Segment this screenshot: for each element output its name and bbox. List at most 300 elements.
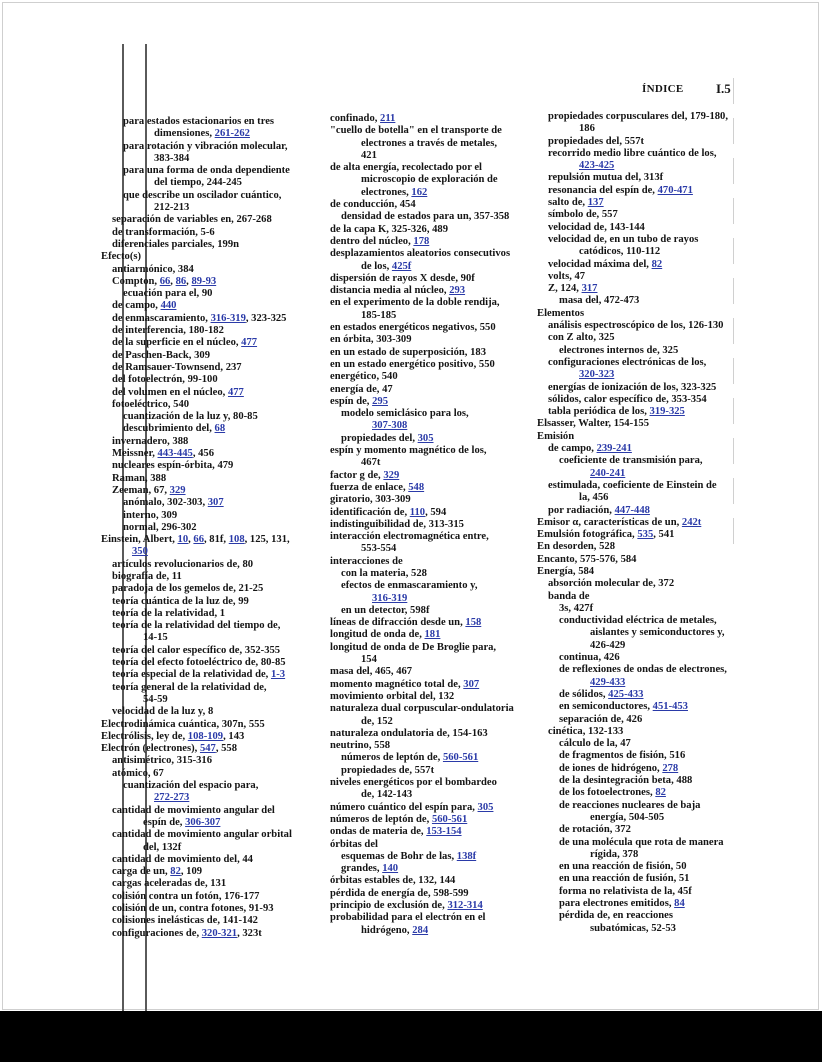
index-text: identificación de, xyxy=(330,506,410,518)
page-reference-link[interactable]: 305 xyxy=(417,432,434,444)
page-reference-link[interactable]: 108 xyxy=(228,534,245,546)
index-text: en una reacción de fusión, 51 xyxy=(559,873,690,885)
index-text: en órbita, 303-309 xyxy=(330,334,412,346)
index-subentry xyxy=(101,510,292,522)
page-reference-link[interactable]: 86 xyxy=(175,275,187,287)
page-reference-link[interactable]: 239-241 xyxy=(596,443,632,455)
index-subentry xyxy=(537,480,728,492)
index-text: absorción molecular de, 372 xyxy=(548,578,675,590)
page-reference-link[interactable]: 284 xyxy=(412,924,429,936)
page-reference-link[interactable]: 138f xyxy=(456,850,477,862)
index-text: de sólidos, xyxy=(559,688,609,700)
index-text: de reflexiones de ondas de electrones, xyxy=(559,664,727,676)
index-text: Encanto, 575-576, 584 xyxy=(537,553,637,565)
index-text: cargas aceleradas de, 131 xyxy=(112,878,227,890)
page-reference-link[interactable]: 307 xyxy=(207,497,224,509)
index-subentry xyxy=(537,689,728,701)
index-subentry xyxy=(101,276,292,288)
index-text: dimensiones, xyxy=(154,128,215,140)
index-subentry xyxy=(537,259,728,271)
page-reference-link[interactable]: 429-433 xyxy=(590,676,626,688)
page-reference-link[interactable]: 447-448 xyxy=(614,504,650,516)
index-text: 186 xyxy=(579,123,595,135)
page-reference-link[interactable]: 68 xyxy=(214,423,226,435)
index-text: Meissner, xyxy=(112,448,158,460)
index-text: repulsión mutua del, 313f xyxy=(548,172,664,184)
index-text: recorrido medio libre cuántico de los, xyxy=(548,147,717,159)
page-reference-link[interactable]: 547 xyxy=(199,743,216,755)
page-reference-link[interactable]: 440 xyxy=(160,300,177,312)
index-text: de los fotoelectrones, xyxy=(559,787,656,799)
page-number: I.5 xyxy=(716,81,731,96)
index-entry xyxy=(101,719,292,731)
index-text: de la capa K, 325-326, 489 xyxy=(330,223,449,235)
index-subentry xyxy=(319,863,514,875)
page-reference-link[interactable]: 181 xyxy=(424,629,441,641)
page-reference-link[interactable]: 82 xyxy=(655,787,666,799)
index-subentry xyxy=(101,325,292,337)
index-text: naturaleza dual corpuscular-ondulatoria xyxy=(330,703,514,715)
page-reference-link[interactable]: 307-308 xyxy=(372,420,408,432)
index-subentry xyxy=(101,608,292,620)
index-text: de alta energía, recolectado por el xyxy=(330,162,483,174)
page-reference-link[interactable]: 320-321 xyxy=(201,927,238,939)
index-text: teoría de la relatividad, 1 xyxy=(112,607,226,619)
index-subentry xyxy=(537,505,728,517)
index-text: colisiones inelásticas de, 141-142 xyxy=(112,915,258,927)
index-text: de una molécula que rota de manera xyxy=(559,836,724,848)
index-entry xyxy=(537,529,728,541)
index-subentry xyxy=(101,350,292,362)
index-subentry xyxy=(101,878,292,890)
index-text: teoría de la relatividad del tiempo de, xyxy=(112,620,281,632)
index-text: neutrino, 558 xyxy=(330,740,391,752)
index-text: propiedades del, 557t xyxy=(548,135,645,147)
page-reference-link[interactable]: 425f xyxy=(391,260,412,272)
index-column-middle xyxy=(319,113,514,937)
index-subentry xyxy=(319,211,514,223)
index-subentry xyxy=(319,765,514,777)
index-entry-continuation xyxy=(319,789,514,801)
index-text: masa del, 472-473 xyxy=(559,295,640,307)
index-subentry xyxy=(319,285,514,297)
index-text: separación de, 426 xyxy=(559,713,643,725)
index-text: con Z alto, 325 xyxy=(548,332,615,344)
index-subentry xyxy=(319,248,514,260)
index-subentry xyxy=(101,915,292,927)
page-reference-link[interactable]: 425-433 xyxy=(608,688,644,700)
index-subentry xyxy=(537,787,728,799)
page-reference-link[interactable]: 295 xyxy=(372,395,388,407)
index-subentry xyxy=(101,669,292,681)
index-subentry xyxy=(319,199,514,211)
index-text: de rotación, 372 xyxy=(559,824,631,836)
index-text: del, 132f xyxy=(143,841,182,853)
index-entry-continuation xyxy=(101,128,292,140)
page-reference-link[interactable]: 477 xyxy=(241,337,258,349)
page-reference-link[interactable]: 477 xyxy=(227,386,244,398)
index-text: líneas de difracción desde un, xyxy=(330,617,466,629)
index-text: órbitas del xyxy=(330,838,378,850)
index-text: Emisión xyxy=(537,430,575,442)
page-reference-link[interactable]: 89-93 xyxy=(191,275,217,287)
index-entry-continuation xyxy=(319,174,514,186)
index-subentry xyxy=(537,455,728,467)
index-subentry xyxy=(101,928,292,940)
page-reference-link[interactable]: 306-307 xyxy=(185,816,221,828)
index-text: espín de, xyxy=(143,816,186,828)
index-text: energía, 504-505 xyxy=(590,811,665,823)
page-reference-link[interactable]: 329 xyxy=(169,484,186,496)
index-subentry xyxy=(537,148,728,160)
index-subentry xyxy=(319,912,514,924)
index-entry-continuation xyxy=(537,369,728,381)
page-reference-link[interactable]: 560-561 xyxy=(431,813,468,825)
index-text: subatómicas, 52-53 xyxy=(590,922,676,934)
index-text: , 323t xyxy=(237,927,262,939)
index-subentry xyxy=(101,387,292,399)
index-text: modelo semiclásico para los, xyxy=(341,408,469,420)
index-text: catódicos, 110-112 xyxy=(579,246,661,258)
index-text: 14-15 xyxy=(143,632,168,644)
index-text: que describe un oscilador cuántico, xyxy=(123,189,282,201)
index-text: cuantización del espacio para, xyxy=(123,780,259,792)
index-subentry xyxy=(319,297,514,309)
index-text: teoría cuántica de la luz de, 99 xyxy=(112,595,249,607)
index-text: en el experimento de la doble rendija, xyxy=(330,297,500,309)
index-text: interno, 309 xyxy=(123,509,178,521)
index-entry-continuation xyxy=(537,812,728,824)
index-text: efectos de enmascaramiento y, xyxy=(341,580,478,592)
index-subentry xyxy=(101,227,292,239)
index-text: , xyxy=(186,275,192,287)
index-text: interacciones de xyxy=(330,555,403,567)
index-subentry xyxy=(101,460,292,472)
index-subentry xyxy=(537,652,728,664)
index-text: diferenciales parciales, 199n xyxy=(112,238,240,250)
page-reference-link[interactable]: 240-241 xyxy=(590,467,626,479)
page-reference-link[interactable]: 178 xyxy=(413,235,430,247)
index-subentry xyxy=(537,701,728,713)
index-entry-continuation xyxy=(319,543,514,555)
page-reference-link[interactable]: 242t xyxy=(681,516,702,528)
index-text: Emisor α, características de un, xyxy=(537,516,682,528)
index-subentry xyxy=(101,682,292,694)
index-text: , 456 xyxy=(192,448,215,460)
index-entry-continuation xyxy=(537,160,728,172)
index-entry-continuation xyxy=(101,177,292,189)
index-text: para electrones emitidos, xyxy=(559,898,675,909)
index-text: velocidad de la luz y, 8 xyxy=(112,706,214,718)
index-text: confinado, xyxy=(330,113,381,124)
page-reference-link[interactable]: 316-319 xyxy=(372,592,408,604)
index-text: 467t xyxy=(361,457,381,469)
index-entry xyxy=(101,251,292,263)
page-reference-link[interactable]: 140 xyxy=(382,863,399,875)
index-subentry xyxy=(101,337,292,349)
index-subentry xyxy=(319,888,514,900)
index-text: estimulada, coeficiente de Einstein de xyxy=(548,479,717,491)
index-subentry xyxy=(537,320,728,332)
index-text: conductividad eléctrica de metales, xyxy=(559,615,717,627)
index-subentry xyxy=(537,332,728,344)
page-reference-link[interactable]: 548 xyxy=(408,481,425,493)
page-reference-link[interactable]: 108-109 xyxy=(187,730,224,742)
index-subentry xyxy=(319,470,514,482)
index-text: indistinguibilidad de, 313-315 xyxy=(330,518,464,530)
index-text: movimiento orbital del, 132 xyxy=(330,690,455,702)
index-text: cinética, 132-133 xyxy=(548,725,624,737)
index-subentry xyxy=(537,591,728,603)
page-reference-link[interactable]: 66 xyxy=(193,534,204,546)
page-reference-link[interactable]: 560-561 xyxy=(442,752,479,764)
page-reference-link[interactable]: 158 xyxy=(465,617,482,629)
page-reference-link[interactable]: 350 xyxy=(132,546,148,558)
page-reference-link[interactable]: 278 xyxy=(662,762,679,774)
index-text: 185-185 xyxy=(361,309,397,321)
index-subentry xyxy=(101,706,292,718)
index-text: colisión de un, contra fotones, 91-93 xyxy=(112,903,274,914)
index-text: masa del, 465, 467 xyxy=(330,666,413,678)
page-reference-link[interactable]: 272-273 xyxy=(154,792,190,804)
index-text: coeficiente de transmisión para, xyxy=(559,455,703,467)
index-subentry xyxy=(537,615,728,627)
index-text: 54-59 xyxy=(143,693,168,705)
index-text: cuantización de la luz y, 80-85 xyxy=(123,411,258,423)
page-reference-link[interactable]: 1-3 xyxy=(270,669,286,681)
index-text: densidad de estados para un, 357-358 xyxy=(341,211,510,223)
index-text: Compton, xyxy=(112,275,160,287)
page-reference-link[interactable]: 137 xyxy=(587,197,604,209)
index-subentry xyxy=(319,629,514,641)
index-subentry xyxy=(537,603,728,615)
index-text: artículos revolucionarios de, 80 xyxy=(112,558,254,570)
index-subentry xyxy=(319,568,514,580)
index-column-right xyxy=(537,111,728,935)
page-reference-link[interactable]: 329 xyxy=(383,469,400,481)
index-text: de la desintegración beta, 488 xyxy=(559,775,693,787)
index-entry xyxy=(537,418,728,430)
index-subentry xyxy=(537,824,728,836)
index-subentry xyxy=(101,300,292,312)
index-subentry xyxy=(101,288,292,300)
index-text: velocidad máxima del, xyxy=(548,258,652,270)
page-reference-link[interactable]: 82 xyxy=(651,258,663,270)
index-subentry xyxy=(537,136,728,148)
index-subentry xyxy=(537,898,728,910)
index-entry-continuation xyxy=(101,546,292,558)
index-entry xyxy=(537,308,728,320)
index-subentry xyxy=(319,482,514,494)
page-reference-link[interactable]: 10 xyxy=(177,534,189,546)
index-text: con la materia, 528 xyxy=(341,567,427,579)
index-text: grandes, xyxy=(341,863,383,875)
index-text: momento magnético total de, xyxy=(330,678,464,690)
index-subentry xyxy=(537,197,728,209)
index-text: antisimétrico, 315-316 xyxy=(112,755,213,767)
index-subentry xyxy=(319,752,514,764)
index-text: , xyxy=(170,275,176,287)
index-subentry xyxy=(319,347,514,359)
index-text: de interferencia, 180-182 xyxy=(112,325,224,337)
index-subentry xyxy=(101,190,292,202)
index-subentry xyxy=(537,714,728,726)
index-text: microscopio de exploración de xyxy=(361,174,498,186)
index-text: de Paschen-Back, 309 xyxy=(112,349,210,361)
index-subentry xyxy=(319,224,514,236)
index-text: teoría especial de la relatividad de, xyxy=(112,669,271,681)
index-subentry xyxy=(537,172,728,184)
index-text: propiedades del, xyxy=(341,432,418,444)
index-entry xyxy=(537,517,728,529)
page-reference-link[interactable]: 211 xyxy=(380,113,396,124)
page-reference-link[interactable]: 66 xyxy=(159,275,171,287)
index-subentry xyxy=(319,322,514,334)
index-subentry xyxy=(101,448,292,460)
index-subentry xyxy=(319,433,514,445)
page-reference-link[interactable]: 443-445 xyxy=(157,448,193,460)
index-text: órbitas estables de, 132, 144 xyxy=(330,875,456,887)
index-subentry xyxy=(101,805,292,817)
index-subentry xyxy=(319,236,514,248)
index-text: electrones internos de, 325 xyxy=(559,344,679,356)
index-entry-continuation xyxy=(537,123,728,135)
index-text: forma no relativista de la, 45f xyxy=(559,885,692,897)
index-text: normal, 296-302 xyxy=(123,521,197,533)
index-entry-continuation xyxy=(319,150,514,162)
page-reference-link[interactable]: 307 xyxy=(463,678,480,690)
index-subentry xyxy=(319,113,514,125)
index-text: en un estado energético positivo, 550 xyxy=(330,358,495,370)
index-subentry xyxy=(537,345,728,357)
index-text: de campo, xyxy=(548,443,597,455)
index-entry xyxy=(101,534,292,546)
index-text: ondas de materia de, xyxy=(330,826,427,838)
page-reference-link[interactable]: 535 xyxy=(637,529,654,541)
index-text: invernadero, 388 xyxy=(112,435,189,447)
index-subentry xyxy=(319,826,514,838)
index-text: desplazamientos aleatorios consecutivos xyxy=(330,248,511,260)
index-subentry xyxy=(319,408,514,420)
index-text: salto de, xyxy=(548,197,588,209)
page-reference-link[interactable]: 316-319 xyxy=(210,312,246,324)
index-text: del volumen en el núcleo, xyxy=(112,386,228,398)
index-text: 553-554 xyxy=(361,543,397,555)
page-reference-link[interactable]: 84 xyxy=(674,898,685,909)
index-text: teoría del calor específico de, 352-355 xyxy=(112,644,281,656)
index-text: , 81f, xyxy=(204,534,229,546)
index-subentry xyxy=(319,679,514,691)
index-subentry xyxy=(537,664,728,676)
index-text: niveles energéticos por el bombardeo xyxy=(330,777,497,789)
page-reference-link[interactable]: 305 xyxy=(477,801,494,813)
index-text: separación de variables en, 267-268 xyxy=(112,214,272,226)
index-text: energético, 540 xyxy=(330,371,398,383)
index-entry-continuation xyxy=(319,457,514,469)
page-reference-link[interactable]: 162 xyxy=(411,186,428,198)
index-text: energía de, 47 xyxy=(330,383,393,395)
index-text: velocidad de, 143-144 xyxy=(548,221,645,233)
page-reference-link[interactable]: 110 xyxy=(409,506,426,518)
index-entry-continuation xyxy=(537,246,728,258)
index-text: biografía de, 11 xyxy=(112,570,182,582)
index-text: 421 xyxy=(361,149,377,161)
index-text: banda de xyxy=(548,590,590,602)
page-reference-link[interactable]: 451-453 xyxy=(652,701,688,713)
page-reference-link[interactable]: 312-314 xyxy=(447,900,483,911)
page-reference-link[interactable]: 470-471 xyxy=(657,184,693,196)
index-text: teoría general de la relatividad de, xyxy=(112,681,267,693)
index-text: volts, 47 xyxy=(548,270,586,282)
index-subentry xyxy=(101,829,292,841)
index-subentry xyxy=(101,559,292,571)
index-text: símbolo de, 557 xyxy=(548,209,618,221)
index-subentry xyxy=(319,802,514,814)
index-subentry xyxy=(101,264,292,276)
index-entry-continuation xyxy=(101,792,292,804)
index-text: de la superficie en el núcleo, xyxy=(112,337,242,349)
index-subentry xyxy=(319,125,514,137)
index-entry-continuation xyxy=(101,202,292,214)
index-subentry xyxy=(101,313,292,325)
index-subentry xyxy=(537,443,728,455)
page-reference-link[interactable]: 293 xyxy=(449,285,466,297)
index-subentry xyxy=(537,234,728,246)
index-text: dentro del núcleo, xyxy=(330,235,414,247)
index-text: Z, 124, xyxy=(548,283,582,295)
index-entry-continuation xyxy=(319,716,514,728)
index-text: principio de exclusión de, xyxy=(330,900,448,911)
index-subentry xyxy=(319,605,514,617)
page-reference-link[interactable]: 82 xyxy=(170,866,181,878)
index-text: giratorio, 303-309 xyxy=(330,494,411,506)
index-subentry xyxy=(101,522,292,534)
page-reference-link[interactable]: 319-325 xyxy=(649,406,685,418)
index-text: 212-213 xyxy=(154,202,190,214)
index-entry-continuation xyxy=(319,654,514,666)
page-reference-link[interactable]: 317 xyxy=(581,283,598,295)
index-subentry xyxy=(319,519,514,531)
page-reference-link[interactable]: 320-323 xyxy=(579,369,615,381)
index-entry-continuation xyxy=(537,640,728,652)
index-text: 383-384 xyxy=(154,152,190,164)
index-subentry xyxy=(537,886,728,898)
index-subentry xyxy=(319,445,514,457)
index-text: de enmascaramiento, xyxy=(112,312,211,324)
index-text: espín y momento magnético de los, xyxy=(330,445,487,457)
index-subentry xyxy=(537,394,728,406)
index-subentry xyxy=(319,691,514,703)
index-entry-continuation xyxy=(319,925,514,937)
index-text: naturaleza ondulatoria de, 154-163 xyxy=(330,727,488,739)
index-subentry xyxy=(537,726,728,738)
index-entry xyxy=(537,541,728,553)
index-text: Efecto(s) xyxy=(101,251,142,263)
index-text: del fotoelectrón, 99-100 xyxy=(112,374,218,386)
index-subentry xyxy=(537,357,728,369)
index-text: pérdida de energía de, 598-599 xyxy=(330,887,469,899)
index-subentry xyxy=(319,666,514,678)
index-text: Energía, 584 xyxy=(537,565,595,577)
index-text: carga de un, xyxy=(112,866,171,878)
index-entry-continuation xyxy=(537,677,728,689)
index-text: de iones de hidrógeno, xyxy=(559,762,663,774)
page-reference-link[interactable]: 261-262 xyxy=(214,128,250,140)
index-text: espín de, xyxy=(330,395,373,407)
index-text: del tiempo, 244-245 xyxy=(154,177,242,189)
page-reference-link[interactable]: 423-425 xyxy=(579,160,615,172)
page-reference-link[interactable]: 153-154 xyxy=(426,826,462,838)
